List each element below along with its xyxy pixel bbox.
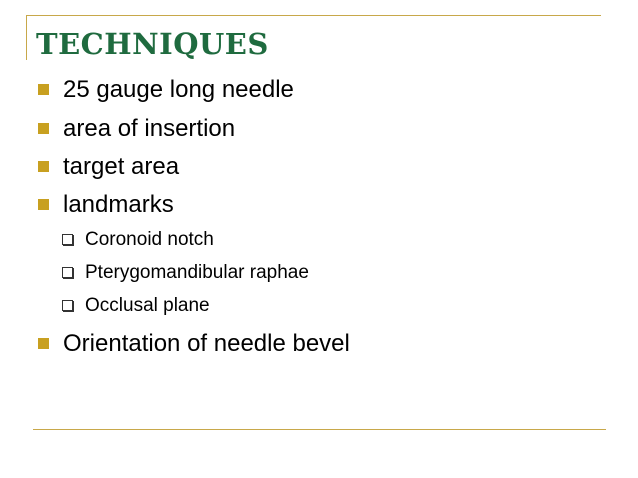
slide-title: TECHNIQUES (36, 27, 269, 61)
bullet-label: Orientation of needle bevel (63, 330, 350, 357)
bottom-divider (33, 429, 606, 430)
filled-square-bullet-icon (38, 123, 49, 134)
hollow-square-bullet-icon (62, 234, 73, 245)
top-divider (26, 15, 601, 16)
filled-square-bullet-icon (38, 199, 49, 210)
left-divider (26, 15, 27, 60)
sub-bullet-label: Occlusal plane (85, 295, 210, 316)
hollow-square-bullet-icon (62, 300, 73, 311)
bullet-label: landmarks (63, 191, 174, 218)
filled-square-bullet-icon (38, 338, 49, 349)
bullet-label: target area (63, 153, 180, 180)
sub-bullet-label: Coronoid notch (85, 229, 214, 250)
bullet-label: area of insertion (63, 115, 236, 142)
filled-square-bullet-icon (38, 84, 49, 95)
hollow-square-bullet-icon (62, 267, 73, 278)
filled-square-bullet-icon (38, 161, 49, 172)
sub-bullet-label: Pterygomandibular raphae (85, 262, 309, 283)
bullet-label: 25 gauge long needle (63, 76, 294, 103)
